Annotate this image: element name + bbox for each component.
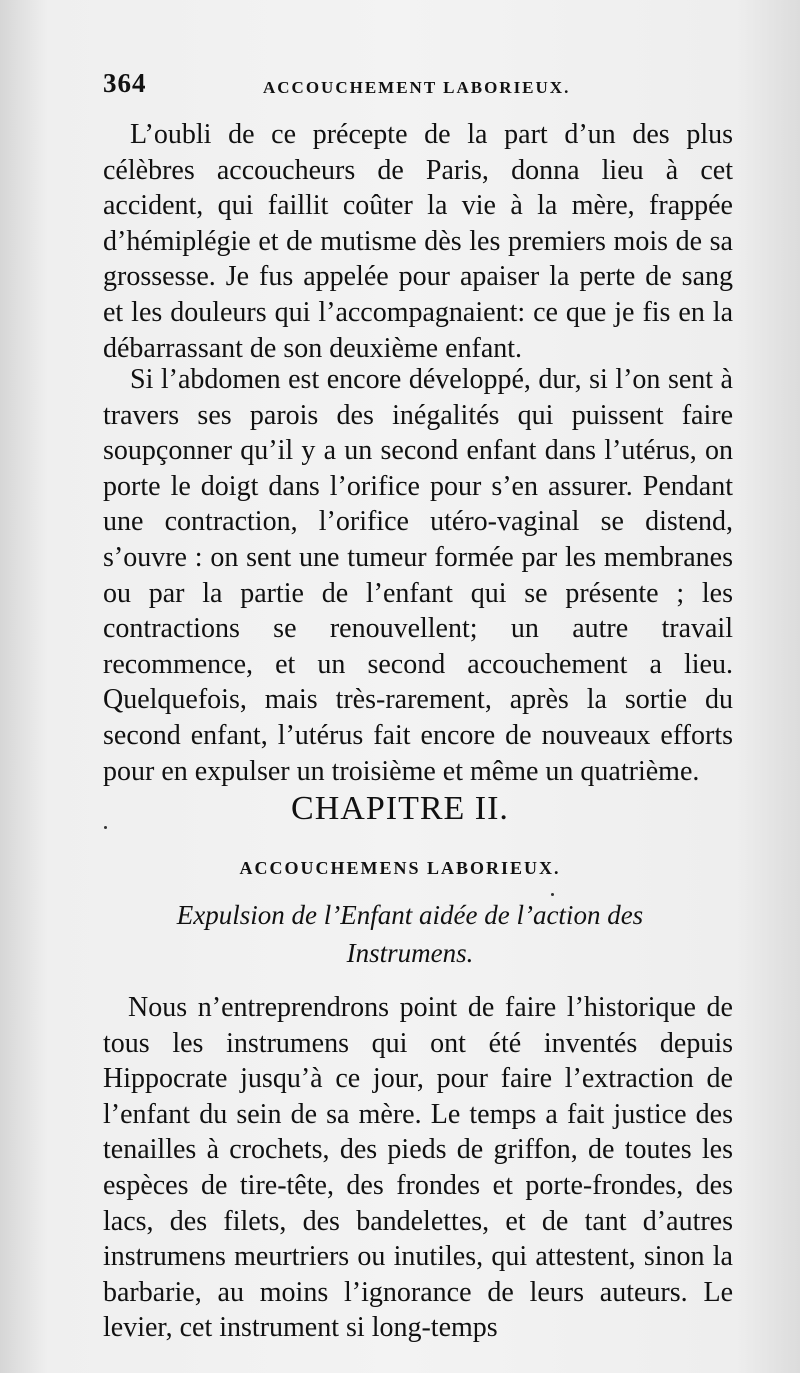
ink-speck (551, 893, 554, 896)
ink-speck (104, 826, 107, 829)
section-title: Expulsion de l’Enfant aidée de l’action des Instrumens. (176, 900, 644, 968)
paragraph-2: Si l’abdomen est encore développé, dur, si l’on sent à travers ses parois des inégalités qui puissent faire soupçonner qu’il y a un second enfant dans l’utérus, on porte le doigt dans l’orifice pour s’en assurer. Pendant une contraction, l’orifice utéro-vaginal se distend, s’ouvre : on sent une tumeur formée par les membranes ou par la partie de l’enfant qui se présente ; les contractions se renouvellent; un autre travail recommence, et un second accouchement a lieu. Quelquefois, mais très-rarement, après la sortie du second enfant, l’utérus fait encore de nouveaux efforts pour en expulser un troisième et même un quatrième. (103, 364, 733, 787)
paragraph-3: Nous n’entreprendrons point de faire l’historique de tous les instrumens qui ont été inventés depuis Hippocrate jusqu’à ce jour, pour faire l’extraction de l’enfant du sein de sa mère. Le temps a fait justice des tenailles à crochets, des pieds de griffon, de toutes les espèces de tire-tête, des frondes et porte-frondes, des lacs, des filets, des bandelettes, et de tant d’autres instrumens meurtriers ou inutiles, qui attestent, sinon la barbarie, au moins l’ignorance de leurs auteurs. Le levier, cet instrument si long-temps (103, 992, 733, 1344)
chapter-title: CHAPITRE II. (291, 790, 509, 827)
page-header (103, 68, 733, 108)
chapter-subtitle: ACCOUCHEMENS LABORIEUX. (239, 858, 561, 878)
running-head: ACCOUCHEMENT LABORIEUX. (263, 78, 571, 97)
paragraph-1: L’oubli de ce précepte de la part d’un des plus célèbres accoucheurs de Paris, donna lieu à cet accident, qui faillit coûter la vie à la mère, frappée d’hémiplégie et de mutisme dès les premiers mois de sa grossesse. Je fus appelée pour apaiser la perte de sang et les douleurs qui l’accompagnaient: ce que je fis en la débarrassant de son deuxième enfant. (103, 119, 733, 364)
page-number: 364 (103, 68, 147, 98)
